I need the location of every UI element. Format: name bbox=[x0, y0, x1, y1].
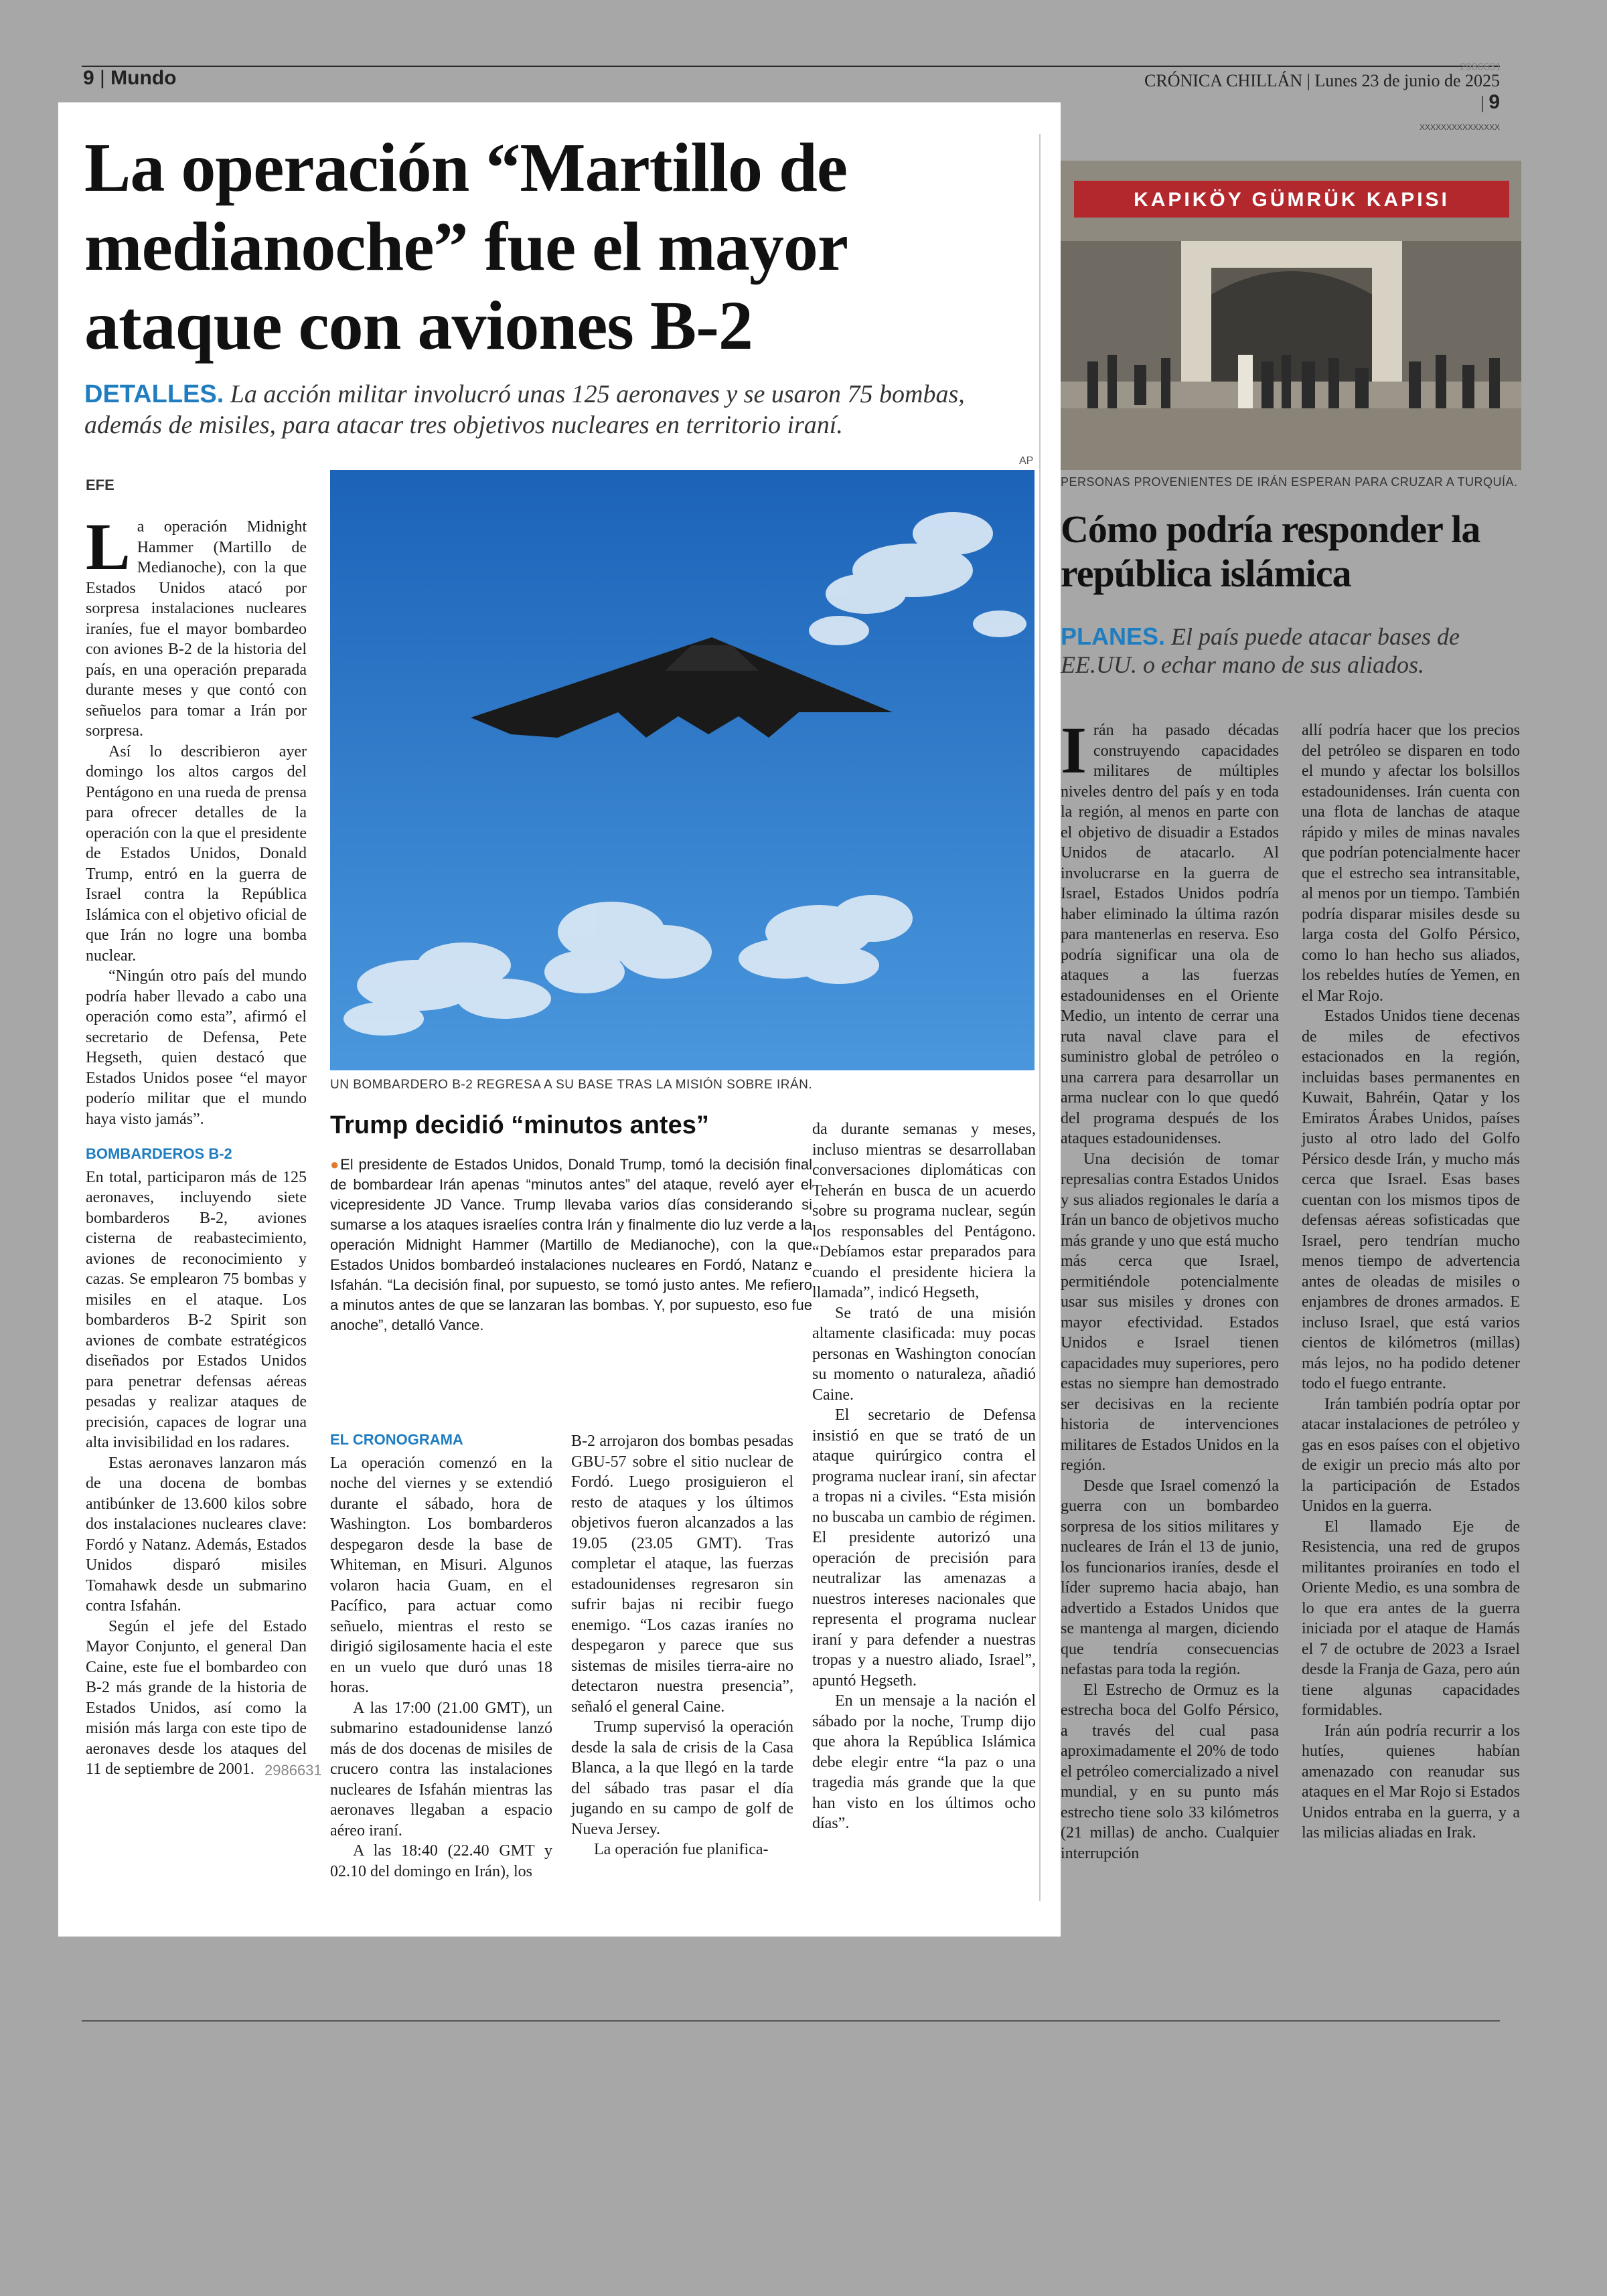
running-head-left: 9 | Mundo bbox=[83, 67, 177, 89]
main-column-3 bbox=[571, 1431, 793, 1860]
paragraph: B-2 arrojaron dos bombas pesadas GBU-57 sobre el sitio nuclear de Fordó. Luego prosiguieron el resto de ataques y los últimos objetivos fueron alcanzados a las 19.05 (23.05 GMT). Tras completar el ataque, las fuerzas estadounidenses regresaron sin sufrir bajas ni recibir fuego enemigo. “Los cazas iraníes no despegaron y parece que sus sistemas de misiles tierra-aire no detectaron nuestra presencia”, señaló el general Caine. bbox=[571, 1432, 793, 1716]
main-headline: La operación “Martillo de medianoche” fue el mayor ataque con aviones B-2 bbox=[84, 129, 848, 364]
b2-bomber-photo bbox=[330, 470, 1035, 1070]
main-photo-caption: UN BOMBARDERO B-2 REGRESA A SU BASE TRAS LA MISIÓN SOBRE IRÁN. bbox=[330, 1078, 813, 1092]
b2-bomber-image bbox=[330, 470, 1035, 1070]
dropcap-i: I bbox=[1061, 713, 1087, 787]
paragraph: Irán aún podría recurrir a los hutíes, quienes habían amenazado con reanudar sus ataques en el Mar Rojo si Estados Unidos entraba en la guerra, y a las milicias aliadas en Irak. bbox=[1302, 1722, 1520, 1841]
publication-name: CRÓNICA CHILLÁN bbox=[1144, 71, 1303, 90]
paragraph: El secretario de Defensa insistió en que se trató de un ataque quirúrgico contra el programa nuclear iraní, sin afectar a tropas ni a civiles. “Esta misión no buscaba un cambio de régimen. El presidente autorizó una operación de precisión para neutralizar las amenazas a nuestros intereses nacionales que representa el programa nuclear iraní y para defender a nuestras tropas y a nuestro aliado, Israel”, apuntó Hegseth. bbox=[812, 1406, 1036, 1690]
paragraph: En un mensaje a la nación el sábado por la noche, Trump dijo que ahora la República Islámica debe elegir entre “la paz o una tragedia más grande que la que han visto en los últimos ocho días”. bbox=[812, 1692, 1036, 1832]
paragraph: Desde que Israel comenzó la guerra con un bombardeo sorpresa de los sitios militares y nucleares de Irán el 13 de junio, los funcionarios iraníes, desde el líder supremo hacia abajo, han advertido a Estados Unidos que se mantenga al margen, diciendo que tendría consecuencias nefastas para toda la región. bbox=[1061, 1477, 1279, 1678]
trump-box bbox=[330, 1111, 812, 1335]
bullet-icon: ● bbox=[330, 1156, 341, 1173]
subhead-bombarderos: BOMBARDEROS B-2 bbox=[86, 1145, 232, 1162]
paragraph: La operación comenzó en la noche del viernes y se extendió durante el sábado, hora de Washington. Los bombarderos despegaron desde la base de Whiteman, en Misuri. Algunos volaron hacia Guam, en el Pacífico, para actuar como señuelo, mientras el resto se dirigió sigilosamente hacia el este en un vuelo que duró unas 18 horas. bbox=[330, 1454, 552, 1696]
paragraph: El llamado Eje de Resistencia, una red de grupos militantes proiraníes en todo el Oriente Medio, es una sombra de lo que era antes de la guerra iniciada por el ataque de Hamás el 7 de octubre de 2023 a Israel desde la Franja de Gaza, pero aún tiene algunas capacidades formidables. bbox=[1302, 1518, 1520, 1719]
main-deck bbox=[84, 379, 1042, 440]
paragraph: Estados Unidos tiene decenas de miles de efectivos estacionados en la región, incluidas bases permanentes en Kuwait, Bahréin, Qatar y los Emiratos Árabes Unidos, países justo al otro lado del Golfo Pérsico desde Irán, y mucho más cerca que Israel. Esas bases cuentan con los mismos tipos de defensas aéreas sofisticadas que Israel, pero tendrían mucho menos tiempo de advertencia antes de oleadas de misiles o enjambres de drones armados. E incluso Israel, que está varios cientos de kilómetros (millas) más lejos, no ha podido detener todo el fuego entrante. bbox=[1302, 1007, 1520, 1392]
side-deck-kicker: PLANES. bbox=[1061, 623, 1166, 650]
paragraph: A las 17:00 (21.00 GMT), un submarino estadounidense lanzó más de dos docenas de misiles de crucero contra las instalaciones nucleares de Isfahán mientras las aeronaves llegaban a espacio aéreo iraní. bbox=[330, 1699, 552, 1839]
byline: EFE bbox=[86, 477, 114, 493]
side-deck bbox=[1061, 623, 1523, 679]
paragraph: En total, participaron más de 125 aeronaves, incluyendo siete bombarderos B-2, aviones cisterna de reabastecimiento, aviones de reconocimiento y cazas. Se emplearon 75 bombas y misiles en el ataque. Los bombarderos B-2 Spirit son aviones de combate estratégicos diseñados por Estados Unidos para penetrar defensas aéreas pesadas y realizar ataques de precisión, capaces de lograr una alta invisibilidad en los radares. bbox=[86, 1168, 307, 1451]
main-column-4 bbox=[812, 1119, 1036, 1834]
paragraph: da durante semanas y meses, incluso mientras se desarrollaban conversaciones diplomáticas con Teherán en busca de un acuerdo sobre su programa nuclear, según los responsables del Pentágono. “Debíamos estar preparados para cuando el presidente hiciera la llamada”, indicó Hegseth, bbox=[812, 1121, 1036, 1301]
paragraph: La operación fue planifica- bbox=[594, 1841, 769, 1858]
border-crossing-image bbox=[1061, 161, 1521, 470]
side-photo-caption: PERSONAS PROVENIENTES DE IRÁN ESPERAN PARA CRUZAR A TURQUÍA. bbox=[1061, 475, 1518, 489]
photo-credit: AP bbox=[1019, 455, 1034, 467]
paragraph: Se trató de una misión altamente clasificada: muy pocas personas en Washington conocían su momento o naturaleza, añadió Caine. bbox=[812, 1304, 1036, 1404]
box-title: Trump decidió “minutos antes” bbox=[330, 1111, 709, 1139]
side-column-1 bbox=[1061, 713, 1279, 1864]
paragraph: “Ningún otro país del mundo podría haber llevado a cabo una operación como esta”, afirmó el secretario de Defensa, Pete Hegseth, quien destacó que Estados Unidos posee “el mayor poderío militar que el mundo haya visto jamás”. bbox=[86, 967, 307, 1128]
paragraph: Según el jefe del Estado Mayor Conjunto, el general Dan Caine, este fue el bombardeo con B-2 más grande de la historia de Estados Unidos, así como la misión más larga con este tipo de aeronaves desde los ataques del 11 de septiembre de 2001. bbox=[86, 1617, 307, 1778]
paragraph: a operación Midnight Hammer (Martillo de Medianoche), con la que Estados Unidos atacó por sorpresa instalaciones nucleares iraníes, fue el mayor bombardeo con aviones B-2 de la historia del país, en una operación preparada durante meses y que contó con señuelos para tomar a Irán por sorpresa. bbox=[86, 518, 307, 740]
main-column-1 bbox=[86, 509, 307, 1780]
page-number-left: 9 bbox=[83, 67, 94, 89]
paragraph: Así lo describieron ayer domingo los altos cargos del Pentágono en una rueda de prensa para ofrecer detalles de la operación con la que el presidente de Estados Unidos, Donald Trump, entró en la guerra de Israel contra la República Islámica con el objetivo oficial de que Irán no logre una bomba nuclear. bbox=[86, 742, 307, 965]
side-headline: Cómo podría responder la república islámica bbox=[1061, 507, 1480, 595]
paragraph: Trump supervisó la operación desde la sala de crisis de la Casa Blanca, a la que llegó en la tarde del sábado tras pasar el día jugando en su campo de golf de Nueva Jersey. bbox=[571, 1718, 793, 1838]
stamp-body: 2986631 bbox=[264, 1762, 322, 1779]
box-text: El presidente de Estados Unidos, Donald Trump, tomó la decisión final de bombardear Irán apenas “minutos antes” del ataque, reveló ayer el vicepresidente JD Vance. Trump llevaba varios días considerando si sumarse a los ataques israelíes contra Irán y finalmente dio luz verde a la operación Midnight Hammer (Martillo de Medianoche), con la que Estados Unidos bombardeó instalaciones nucleares en Fordó, Natanz e Isfahán. “La decisión final, por supuesto, se tomó justo antes. Me refiero a minutos antes de que se lanzaran las bombas. Y, por supuesto, eso fue anoche”, detalló Vance. bbox=[330, 1156, 812, 1333]
header-top-rule bbox=[82, 66, 1500, 67]
photo-slug: XXXXXXXXXXXXXXX bbox=[1420, 122, 1501, 132]
sign-text: KAPIKÖY GÜMRÜK KAPISI bbox=[1134, 189, 1450, 211]
paragraph: A las 18:40 (22.40 GMT y 02.10 del domingo en Irán), los bbox=[330, 1842, 552, 1880]
border-crossing-photo bbox=[1061, 161, 1521, 470]
paragraph: Estas aeronaves lanzaron más de una docena de bombas antibúnker de 13.600 kilos sobre dos instalaciones nucleares clave: Fordó y Natanz. Además, Estados Unidos disparó misiles Tomahawk desde un submarino contra Isfahán. bbox=[86, 1454, 307, 1615]
running-head-right: CRÓNICA CHILLÁN | Lunes 23 de junio de 2025 | 9 bbox=[1144, 71, 1500, 113]
deck-kicker: DETALLES. bbox=[84, 380, 224, 408]
paragraph: El Estrecho de Ormuz es la estrecha boca del Golfo Pérsico, a través del cual pasa aproximadamente el 20% de todo el petróleo comercializado a nivel mundial, y en su punto más estrecho tiene solo 33 kilómetros (21 millas) de ancho. Cualquier interrupción bbox=[1061, 1681, 1279, 1862]
paragraph: rán ha pasado décadas construyendo capacidades militares de múltiples niveles dentro del país y en toda la región, al menos en parte con el objetivo de disuadir a Estados Unidos de atacarlo. Al involucrarse en la guerra de Israel, Estados Unidos podría haber eliminado la última razón para mantenerlas en reserva. Eso podría significar una ola de ataques a las fuerzas estadounidenses en el Oriente Medio, un intento de cerrar una ruta naval clave para el suministro global de petróleo o una carrera para desarrollar un arma nuclear con lo que quedó del programa después de los ataques estadounidenses. bbox=[1061, 722, 1279, 1147]
issue-date: Lunes 23 de junio de 2025 bbox=[1314, 71, 1500, 90]
stamp-top: 2986631 bbox=[1460, 62, 1502, 73]
dropcap-l: L bbox=[86, 509, 131, 584]
side-deck-text: El país puede atacar bases de EE.UU. o echar mano de sus aliados. bbox=[1061, 623, 1460, 678]
footer-rule bbox=[82, 2020, 1500, 2022]
subhead-cronograma: EL CRONOGRAMA bbox=[330, 1431, 463, 1448]
paragraph: Irán también podría optar por atacar instalaciones de petróleo y gas en esos países con el objetivo de exigir un precio más alto por la participación de Estados Unidos en la guerra. bbox=[1302, 1395, 1520, 1515]
paragraph: allí podría hacer que los precios del petróleo se disparen en todo el mundo y afectar los bolsillos estadounidenses. Irán cuenta con una flota de lanchas de ataque rápido y miles de minas navales que podrían potencialmente hacer que el estrecho sea intransitable, al menos por un tiempo. También podría disparar misiles desde su larga costa del Golfo Pérsico, como lo han hecho sus aliados, los rebeldes hutíes de Yemen, en el Mar Rojo. bbox=[1302, 722, 1520, 1005]
section-name: Mundo bbox=[110, 67, 177, 89]
deck-text: La acción militar involucró unas 125 aeronaves y se usaron 75 bombas, además de misiles, para atacar tres objetivos nucleares en territorio iraní. bbox=[84, 380, 965, 439]
side-column-2 bbox=[1302, 720, 1520, 1843]
paragraph: Una decisión de tomar represalias contra Estados Unidos y sus aliados regionales le daría a Irán un banco de objetivos mucho más grande y uno que está mucho más cerca que Israel, permitiéndole potencialmente usar sus misiles y drones con mayor efectividad. Estados Unidos e Israel tienen capacidades muy superiores, pero estas no siempre han demostrado ser decisivas en la reciente historia de intervenciones militares de Estados Unidos en la región. bbox=[1061, 1150, 1279, 1474]
main-column-2 bbox=[330, 1430, 552, 1882]
page-number-right: 9 bbox=[1488, 91, 1500, 113]
